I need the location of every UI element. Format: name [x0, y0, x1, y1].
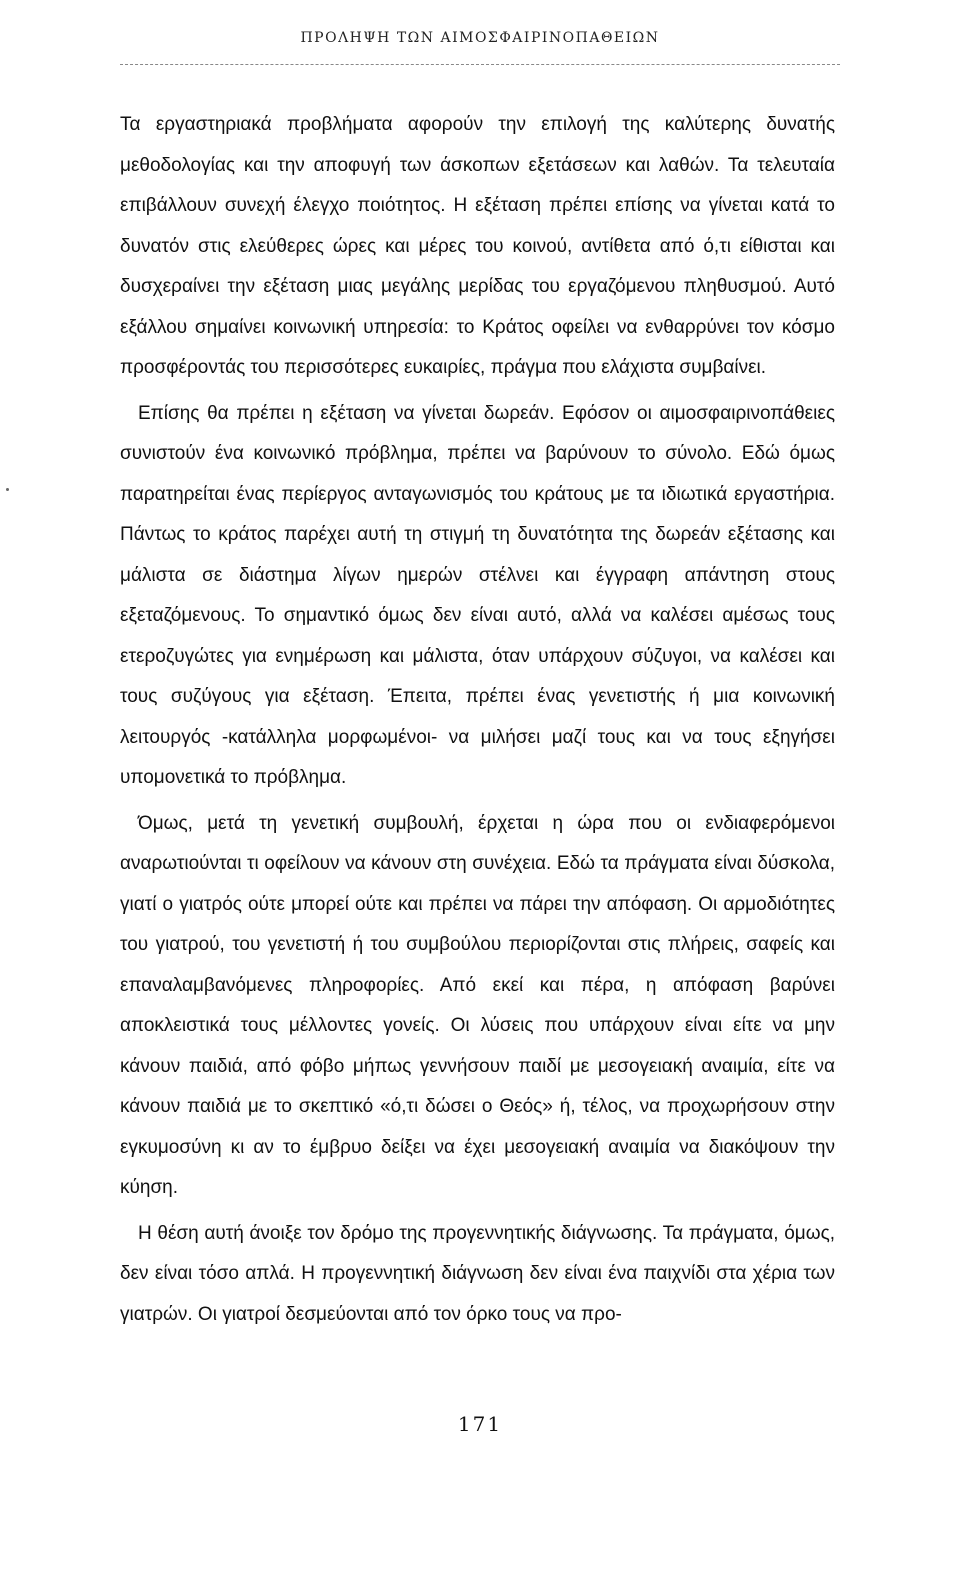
paragraph-1: Τα εργαστηριακά προβλήματα αφορούν την επιλογή της καλύτερης δυνατής μεθοδολογίας και την αποφυγή των άσκοπων εξετάσεων και λαθών. Τα τελευταία επιβάλλουν συνεχή έλεγχο ποιότητος. Η εξέταση πρέπει επίσης να γίνεται κατά το δυνατόν στις ελεύθερες ώρες και μέρες του κοινού, αντίθετα από ό,τι είθισται και δυσχεραίνει την εξέταση μιας μεγάλης μερίδας του εργαζόμενου πληθυσμού. Αυτό εξάλλου σημαίνει κοινωνική υπηρεσία: το Κράτος οφείλει να ενθαρρύνει τον κόσμο προσφέροντάς του περισσότερες ευκαιρίες, πράγμα που ελάχιστα συμβαίνει.: [120, 114, 835, 378]
margin-speck: [6, 488, 9, 491]
paragraph-3: Όμως, μετά τη γενετική συμβουλή, έρχεται η ώρα που οι ενδιαφερόμενοι αναρωτιούνται τι οφείλουν να κάνουν στη συνέχεια. Εδώ τα πράγματα είναι δύσκολα, γιατί ο γιατρός ούτε μπορεί ούτε και πρέπει να πάρει την απόφαση. Οι αρμοδιότητες του γιατρού, του γενετιστή ή του συμβούλου περιορίζονται στις πλήρεις, σαφείς και επαναλαμβανόμενες πληροφορίες. Από εκεί και πέρα, η απόφαση βαρύνει αποκλειστικά τους μέλλοντες γονείς. Οι λύσεις που υπάρχουν είναι είτε να μην κάνουν παιδιά, από φόβο μήπως γεννήσουν παιδί με μεσογειακή αναιμία, είτε να κάνουν παιδιά με το σκεπτικό «ό,τι δώσει ο Θεός» ή, τέλος, να προχωρήσουν στην εγκυμοσύνη κι αν το έμβρυο δείξει να έχει μεσογειακή αναιμία να διακόψουν την κύηση.: [120, 812, 835, 1198]
paragraph-2: Επίσης θα πρέπει η εξέταση να γίνεται δωρεάν. Εφόσον οι αιμοσφαιρινοπάθειες συνιστούν ένα κοινωνικό πρόβλημα, πρέπει να βαρύνουν το σύνολο. Εδώ όμως παρατηρείται ένας περίεργος ανταγωνισμός του κράτους με τα ιδιωτικά εργαστήρια. Πάντως το κράτος παρέχει αυτή τη στιγμή τη δυνατότητα της δωρεάν εξέτασης και μάλιστα σε διάστημα λίγων ημερών στέλνει και έγγραφη απάντηση στους εξεταζόμενους. Το σημαντικό όμως δεν είναι αυτό, αλλά να καλέσει αμέσως τους ετεροζυγώτες για ενημέρωση και μάλιστα, όταν υπάρχουν σύζυγοι, να καλέσει και τους συζύγους για εξέταση. Έπειτα, πρέπει ένας γενετιστής ή μια κοινωνική λειτουργός -κατάλληλα μορφωμένοι- να μιλήσει μαζί τους και να τους εξηγήσει υπομονετικά το πρόβλημα.: [120, 402, 835, 788]
paragraph-4: Η θέση αυτή άνοιξε τον δρόμο της προγεννητικής διάγνωσης. Τα πράγματα, όμως, δεν είναι τόσο απλά. Η προγεννητική διάγνωση δεν είναι ένα παιχνίδι στα χέρια των γιατρών. Οι γιατροί δεσμεύονται από τον όρκο τους να προ-: [120, 1222, 835, 1325]
running-header: ΠΡΟΛΗΨΗ ΤΩΝ ΑΙΜΟΣΦΑΙΡΙΝΟΠΑΘΕΙΩΝ: [300, 30, 660, 46]
page-number: 171: [457, 1412, 503, 1436]
body-text: [120, 105, 835, 1340]
header-rule: [120, 64, 840, 65]
